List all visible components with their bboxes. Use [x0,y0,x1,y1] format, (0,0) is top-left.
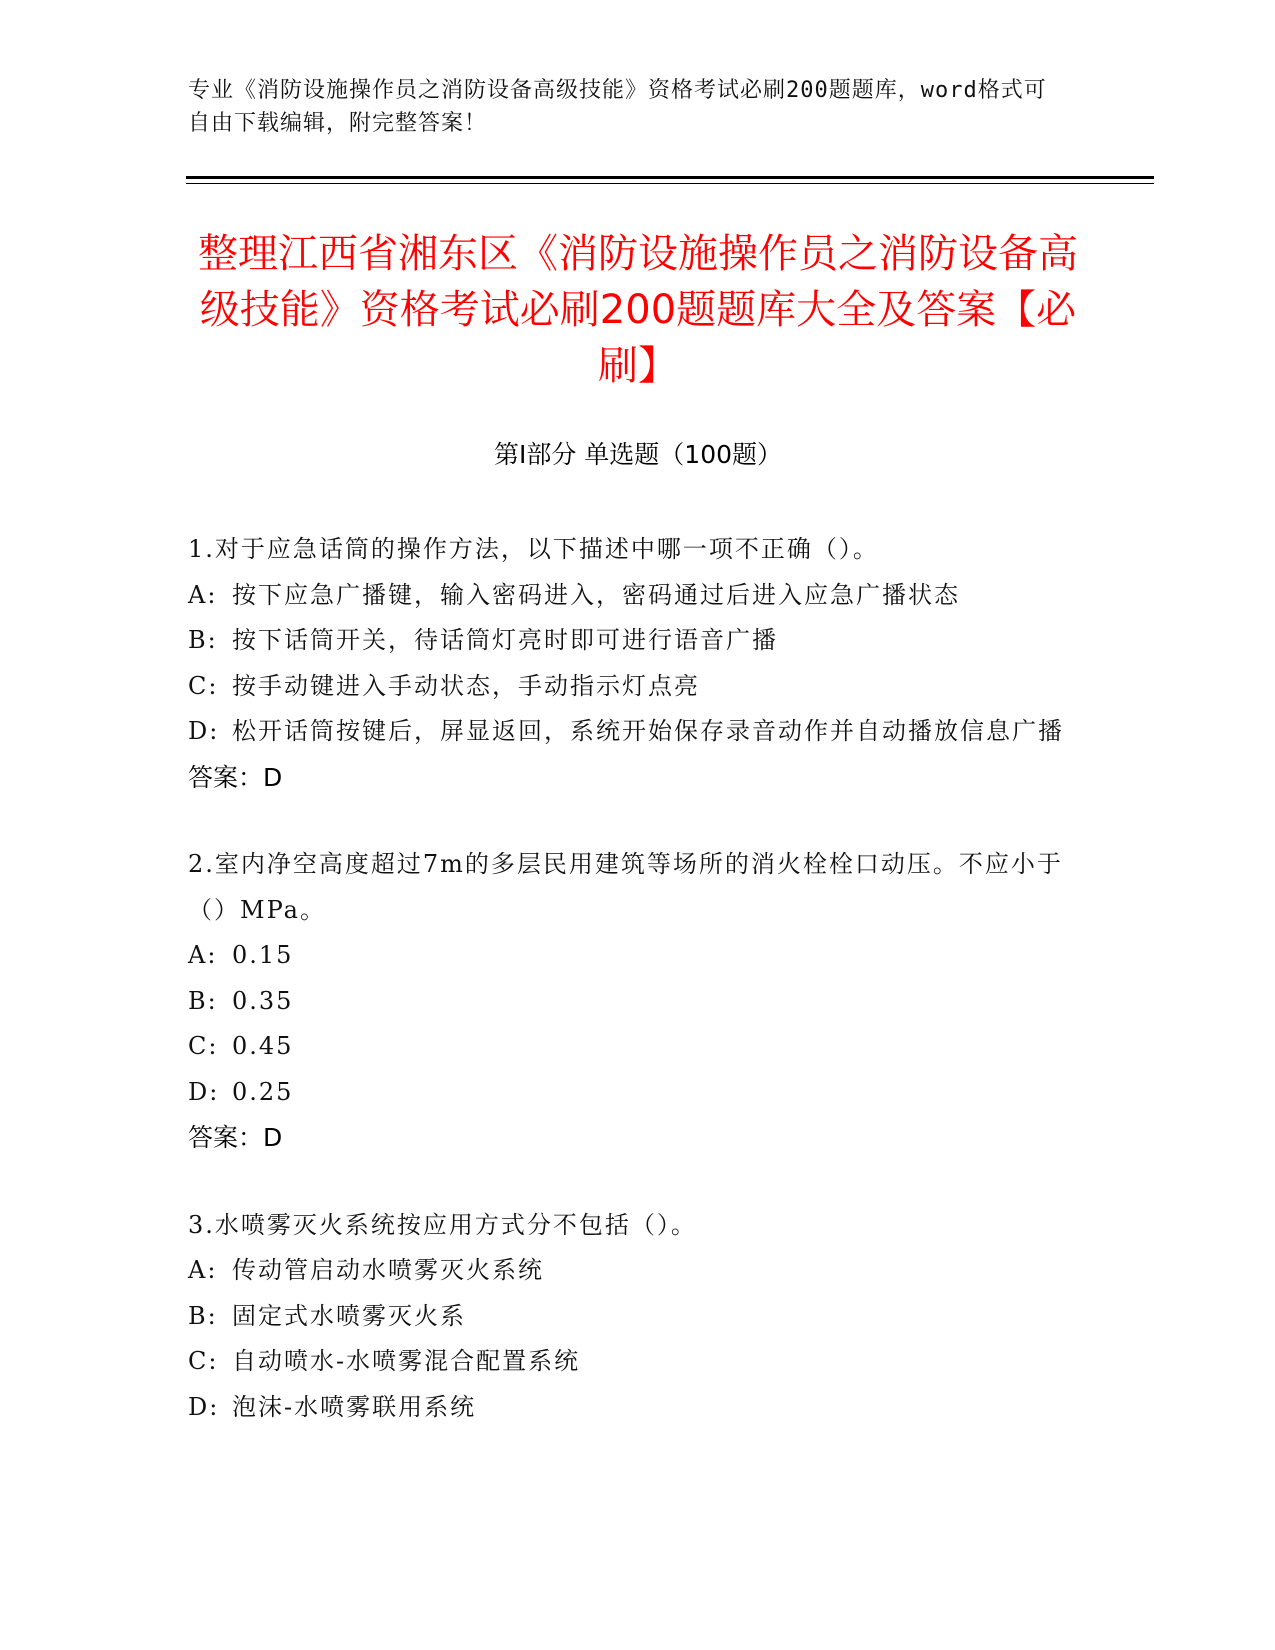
option-a [188,1248,1068,1294]
header-note: 专业《消防设施操作员之消防设备高级技能》资格考试必刷200题题库，word格式可自由下载编辑，附完整答案！ [188,78,1047,136]
option-letter: B: [188,1301,218,1330]
option-letter: A: [188,1256,218,1284]
option-c [188,1339,1068,1385]
option-letter: A: [188,941,218,969]
answer-label: 答案： [188,1123,264,1152]
option-text: 按手动键进入手动状态，手动指示灯点亮 [232,671,700,700]
option-d [188,1070,1068,1116]
option-text: 松开话筒按键后，屏显返回，系统开始保存录音动作并自动播放信息广播 [232,717,1064,745]
question-3 [188,1203,1068,1431]
option-text: 0.35 [232,986,294,1015]
option-text: 泡沫-水喷雾联用系统 [232,1392,477,1421]
option-letter: D: [188,1077,220,1106]
option-text: 按下应急广播键，输入密码进入，密码通过后进入应急广播状态 [232,580,960,609]
option-c [188,664,1068,710]
question-2 [188,842,1068,1161]
answer-line [188,1115,1068,1161]
option-letter: D: [188,717,220,745]
question-stem: 3.水喷雾灭火系统按应用方式分不包括（）。 [188,1210,697,1239]
option-text: 按下话筒开关，待话筒灯亮时即可进行语音广播 [232,626,778,654]
option-letter: C: [188,671,219,700]
option-letter: C: [188,1032,219,1060]
option-letter: D: [188,1392,220,1421]
answer-label: 答案： [188,762,264,792]
option-letter: A: [188,580,218,609]
option-b [188,979,1068,1025]
section-heading: 第I部分 单选题（100题） [493,440,783,469]
option-text: 传动管启动水喷雾灭火系统 [232,1256,544,1284]
answer-value: D [263,1123,283,1152]
option-d [188,709,1068,755]
option-d [188,1385,1068,1431]
answer-line [188,755,1068,801]
header-rule-thin [186,183,1154,184]
header-rule-thick [186,176,1154,179]
option-a [188,933,1068,979]
option-b [188,1294,1068,1340]
question-1 [188,527,1068,800]
question-stem: 1.对于应急话筒的操作方法，以下描述中哪一项不正确（）。 [188,535,879,563]
option-a [188,573,1068,619]
option-text: 自动喷水-水喷雾混合配置系统 [232,1347,581,1375]
option-b [188,618,1068,664]
option-letter: B: [188,626,218,654]
option-c [188,1024,1068,1070]
document-title: 整理江西省湘东区《消防设施操作员之消防设备高级技能》资格考试必刷200题题库大全及答案【必刷】 [198,231,1078,389]
option-letter: C: [188,1347,219,1375]
option-text: 0.45 [232,1032,294,1060]
question-list [188,527,1068,1472]
option-letter: B: [188,986,218,1015]
option-text: 0.15 [232,941,294,969]
answer-value: D [263,762,283,792]
question-stem: 2.室内净空高度超过7m的多层民用建筑等场所的消火栓栓口动压。不应小于（）MPa。 [188,850,1063,924]
option-text: 0.25 [232,1077,294,1106]
option-text: 固定式水喷雾灭火系 [232,1301,466,1330]
